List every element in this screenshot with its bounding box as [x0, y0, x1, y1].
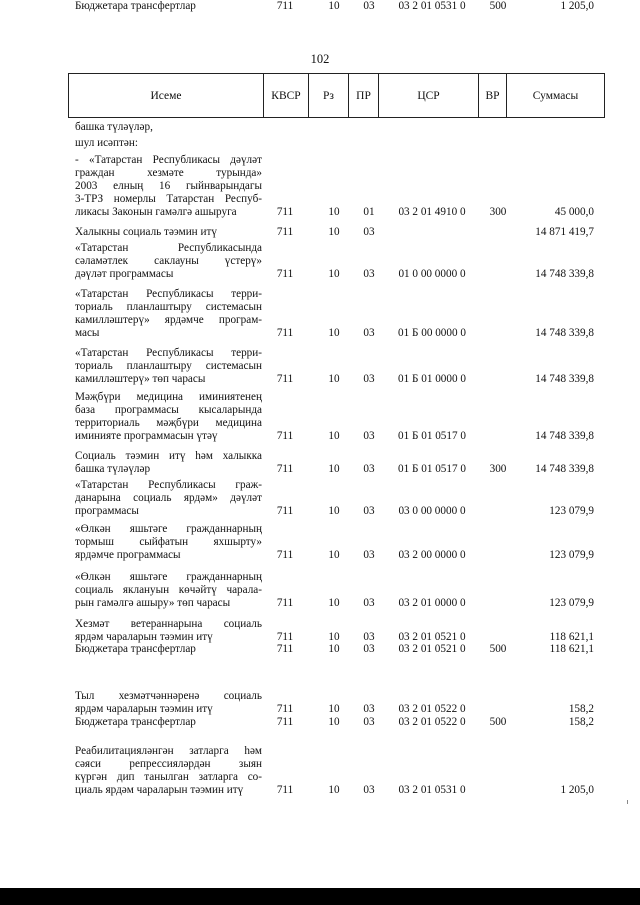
- table-row: [0, 288, 640, 340]
- table-row: [0, 137, 640, 150]
- row-name-line: «Өлкән яшьтәге гражданнарның: [75, 523, 262, 535]
- row-name-line: Бюджетара трансфертлар: [75, 0, 196, 12]
- row-name: [75, 226, 262, 239]
- row-name-line: Халыкны социаль тәэмин итү: [75, 226, 217, 238]
- cell-sum: 123 079,9: [549, 505, 594, 517]
- column-header-sum: Суммасы: [507, 74, 605, 118]
- row-name: [75, 479, 262, 518]
- cell-kvsr: 711: [276, 643, 294, 655]
- cell-csr: 03 2 01 0521 0: [398, 643, 466, 655]
- row-name: [75, 690, 262, 716]
- cell-kvsr: 711: [276, 373, 294, 385]
- table-row: [0, 571, 640, 610]
- row-name-line: ликасы Законын гамәлгә ашыруга: [75, 206, 237, 218]
- cell-vr: 300: [489, 206, 507, 218]
- table-row: [0, 226, 640, 239]
- cell-sum: 14 748 339,8: [535, 268, 594, 280]
- cell-csr: 03 2 01 0000 0: [398, 597, 466, 609]
- row-name: [75, 137, 262, 150]
- cell-pr: 03: [363, 703, 375, 715]
- cell-csr: 03 2 00 0000 0: [398, 549, 466, 561]
- row-name-line: социаль яклануын көчәйтү чарала-: [75, 584, 262, 596]
- cell-rz: 10: [328, 268, 340, 280]
- cell-rz: 10: [328, 0, 340, 12]
- cell-pr: 03: [363, 0, 375, 12]
- cell-sum: 1 205,0: [560, 0, 594, 12]
- cell-csr: 03 2 01 0521 0: [398, 631, 466, 643]
- row-name-line: Хезмәт ветераннарына социаль: [75, 618, 262, 630]
- row-name-line: тормыш сыйфатын яхшырту»: [75, 536, 262, 548]
- row-name-line: Мәҗбүри медицина иминиятенең: [75, 391, 262, 403]
- cell-rz: 10: [328, 430, 340, 442]
- cell-pr: 03: [363, 327, 375, 339]
- row-name: [75, 643, 262, 656]
- column-header-pr: ПР: [349, 74, 379, 118]
- cell-pr: 03: [363, 549, 375, 561]
- scan-mark: [627, 800, 628, 804]
- cell-csr: 03 0 00 0000 0: [398, 505, 466, 517]
- cell-kvsr: 711: [276, 716, 294, 728]
- cell-rz: 10: [328, 597, 340, 609]
- table-row: [0, 121, 640, 134]
- cell-pr: 03: [363, 430, 375, 442]
- table-row: [0, 523, 640, 562]
- cell-pr: 03: [363, 716, 375, 728]
- row-name-line: Социаль тәэмин итү һәм халыкка: [75, 450, 262, 462]
- row-name-line: «Өлкән яшьтәге гражданнарның: [75, 571, 262, 583]
- cell-pr: 03: [363, 597, 375, 609]
- cell-rz: 10: [328, 206, 340, 218]
- cell-sum: 158,2: [568, 703, 594, 715]
- row-name-line: ториаль планлаштыру системасын: [75, 360, 262, 372]
- row-name-line: камилләштерү» ярдәмче програм-: [75, 314, 262, 326]
- cell-pr: 03: [363, 268, 375, 280]
- cell-csr: 03 2 01 4910 0: [398, 206, 466, 218]
- row-name-line: Тыл хезмәтчәннәренә социаль: [75, 690, 262, 702]
- cell-sum: 45 000,0: [554, 206, 594, 218]
- cell-pr: 03: [363, 505, 375, 517]
- cell-pr: 03: [363, 226, 375, 238]
- cell-sum: 123 079,9: [549, 597, 594, 609]
- row-name-line: башка түләүләр: [75, 463, 151, 475]
- row-name-line: рын гамәлгә ашыру» төп чарасы: [75, 597, 231, 609]
- table-row: [0, 154, 640, 219]
- row-name-line: камилләштерү» төп чарасы: [75, 373, 206, 385]
- cell-rz: 10: [328, 784, 340, 796]
- cell-pr: 01: [363, 206, 375, 218]
- cell-sum: 14 748 339,8: [535, 463, 594, 475]
- row-name-line: «Татарстан Республикасы терри-: [75, 288, 262, 300]
- table-row: [0, 479, 640, 518]
- cell-kvsr: 711: [276, 0, 294, 12]
- page-number: 102: [310, 52, 330, 66]
- row-name: [75, 154, 262, 219]
- row-name-line: сәяси репрессияләрдән зыян: [75, 758, 262, 770]
- row-name-line: программасы: [75, 505, 139, 517]
- table-row: [0, 745, 640, 797]
- column-header-kvsr: КВСР: [264, 74, 309, 118]
- row-name-line: ярдәм чараларын тәэмин итү: [75, 631, 213, 643]
- cell-kvsr: 711: [276, 430, 294, 442]
- row-name-line: циаль ярдәм чараларын тәэмин итү: [75, 784, 244, 796]
- row-name-line: шул исәптән:: [75, 137, 138, 149]
- cell-csr: 03 2 01 0531 0: [398, 784, 466, 796]
- cell-csr: 01 Б 01 0517 0: [398, 463, 466, 475]
- cell-kvsr: 711: [276, 597, 294, 609]
- row-name-line: Бюджетара трансфертлар: [75, 716, 196, 728]
- cell-rz: 10: [328, 226, 340, 238]
- table-row: [0, 450, 640, 476]
- cell-rz: 10: [328, 327, 340, 339]
- row-name-line: база программасы кысаларында: [75, 404, 262, 416]
- cell-pr: 03: [363, 643, 375, 655]
- cell-csr: 03 2 01 0522 0: [398, 703, 466, 715]
- row-name-line: башка түләүләр,: [75, 121, 153, 133]
- row-name-line: «Татарстан Республикасы терри-: [75, 347, 262, 359]
- cell-sum: 14 871 419,7: [535, 226, 594, 238]
- cell-kvsr: 711: [276, 549, 294, 561]
- row-name-line: Реабилитацияләнгән затларга һәм: [75, 745, 262, 757]
- table-row: [0, 0, 640, 13]
- table-row: [0, 391, 640, 443]
- scan-border: [0, 888, 640, 905]
- row-name-line: территориаль мәҗбүри медицина: [75, 417, 262, 429]
- row-name-line: данарына социаль ярдәм» дәүләт: [75, 492, 262, 504]
- cell-sum: 118 621,1: [549, 643, 594, 655]
- cell-pr: 03: [363, 463, 375, 475]
- cell-sum: 14 748 339,8: [535, 373, 594, 385]
- cell-rz: 10: [328, 463, 340, 475]
- cell-rz: 10: [328, 643, 340, 655]
- cell-kvsr: 711: [276, 505, 294, 517]
- cell-vr: 500: [489, 643, 507, 655]
- row-name: [75, 347, 262, 386]
- table-row: [0, 690, 640, 716]
- cell-csr: 01 0 00 0000 0: [398, 268, 466, 280]
- row-name-line: сәламәтлек саклауны үстерү»: [75, 255, 262, 267]
- cell-kvsr: 711: [276, 206, 294, 218]
- cell-kvsr: 711: [276, 226, 294, 238]
- row-name: [75, 288, 262, 340]
- row-name-line: граждан хезмәте турында»: [75, 167, 262, 179]
- cell-sum: 14 748 339,8: [535, 327, 594, 339]
- row-name-line: 3-ТРЗ номерлы Татарстан Респуб-: [75, 193, 262, 205]
- column-header-name: Исеме: [69, 74, 264, 118]
- cell-pr: 03: [363, 373, 375, 385]
- cell-pr: 03: [363, 784, 375, 796]
- cell-rz: 10: [328, 631, 340, 643]
- row-name-line: күргән дип танылган затларга со-: [75, 771, 262, 783]
- cell-kvsr: 711: [276, 631, 294, 643]
- cell-csr: 01 Б 00 0000 0: [398, 327, 466, 339]
- row-name: [75, 571, 262, 610]
- row-name: [75, 618, 262, 644]
- table-row: [0, 242, 640, 281]
- table-row: [0, 347, 640, 386]
- row-name-line: масы: [75, 327, 100, 339]
- cell-rz: 10: [328, 703, 340, 715]
- row-name: [75, 121, 262, 134]
- cell-kvsr: 711: [276, 784, 294, 796]
- cell-csr: 03 2 01 0531 0: [398, 0, 466, 12]
- row-name-line: «Татарстан Республикасы граж-: [75, 479, 262, 491]
- cell-sum: 14 748 339,8: [535, 430, 594, 442]
- cell-rz: 10: [328, 505, 340, 517]
- cell-kvsr: 711: [276, 703, 294, 715]
- row-name: [75, 450, 262, 476]
- row-name-line: «Татарстан Республикасында: [75, 242, 262, 254]
- table-row: [0, 643, 640, 656]
- cell-csr: 01 Б 01 0000 0: [398, 373, 466, 385]
- cell-rz: 10: [328, 549, 340, 561]
- cell-vr: 500: [489, 0, 507, 12]
- column-header-vr: ВР: [479, 74, 507, 118]
- cell-pr: 03: [363, 631, 375, 643]
- row-name-line: ярдәм чараларын тәэмин итү: [75, 703, 213, 715]
- cell-csr: 01 Б 01 0517 0: [398, 430, 466, 442]
- table-row: [0, 716, 640, 729]
- row-name-line: ярдәмче программасы: [75, 549, 181, 561]
- row-name: [75, 242, 262, 281]
- cell-kvsr: 711: [276, 327, 294, 339]
- row-name: [75, 716, 262, 729]
- cell-sum: 158,2: [568, 716, 594, 728]
- row-name: [75, 745, 262, 797]
- cell-vr: 500: [489, 716, 507, 728]
- table-row: [0, 618, 640, 644]
- column-header-rz: Рз: [309, 74, 349, 118]
- row-name: [75, 523, 262, 562]
- column-header-csr: ЦСР: [379, 74, 479, 118]
- row-name-line: - «Татарстан Республикасы дәүләт: [75, 154, 262, 166]
- cell-sum: 1 205,0: [560, 784, 594, 796]
- cell-rz: 10: [328, 373, 340, 385]
- row-name: [75, 0, 262, 13]
- row-name-line: 2003 елның 16 гыйнварындагы: [75, 180, 262, 192]
- cell-sum: 118 621,1: [549, 631, 594, 643]
- cell-vr: 300: [489, 463, 507, 475]
- cell-csr: 03 2 01 0522 0: [398, 716, 466, 728]
- row-name-line: дәүләт программасы: [75, 268, 174, 280]
- cell-kvsr: 711: [276, 268, 294, 280]
- row-name-line: иминияте программасын үтәү: [75, 430, 218, 442]
- cell-rz: 10: [328, 716, 340, 728]
- row-name: [75, 391, 262, 443]
- row-name-line: Бюджетара трансфертлар: [75, 643, 196, 655]
- row-name-line: ториаль планлаштыру системасын: [75, 301, 262, 313]
- cell-sum: 123 079,9: [549, 549, 594, 561]
- cell-kvsr: 711: [276, 463, 294, 475]
